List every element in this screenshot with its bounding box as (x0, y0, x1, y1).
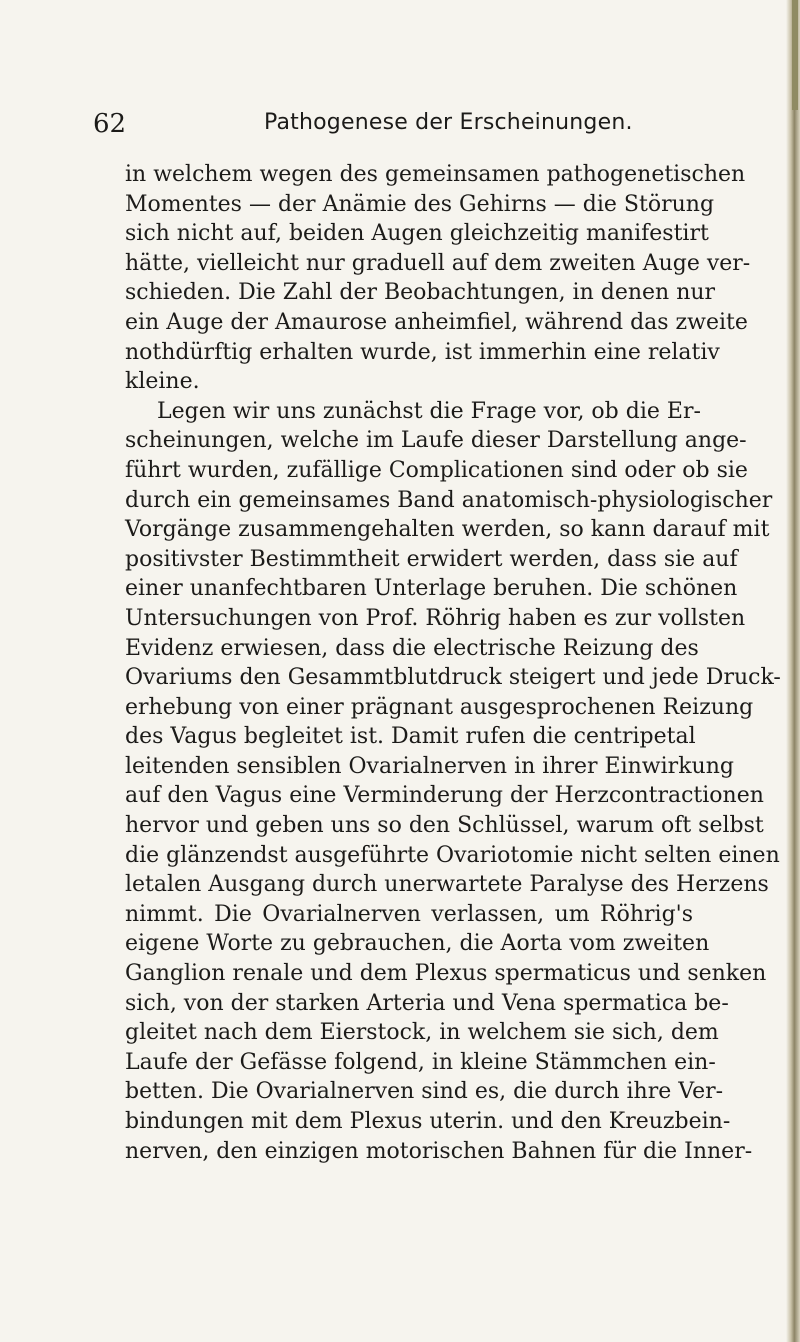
text-line: durch ein gemeinsames Band anatomisch-physiologischer (125, 487, 773, 513)
text-line: ein Auge der Amaurose anheimfiel, während das zweite (125, 309, 748, 335)
text-line: positivster Bestimmtheit erwidert werden, dass sie auf (125, 546, 738, 572)
text-line: Momentes — der Anämie des Gehirns — die Störung (125, 191, 715, 217)
text-line: betten. Die Ovarialnerven sind es, die durch ihre Ver- (125, 1079, 724, 1105)
text-line: in welchem wegen des gemeinsamen pathogenetischen (125, 162, 746, 187)
text-line: eigene Worte zu gebrauchen, die Aorta vom zweiten (125, 931, 710, 957)
text-line: führt wurden, zufällige Complicationen sind oder ob sie (125, 457, 748, 483)
text-line: des Vagus begleitet ist. Damit rufen die centripetal (125, 724, 696, 750)
text-line: auf den Vagus eine Verminderung der Herzcontractionen (125, 783, 764, 809)
text-line: nothdürftig erhalten wurde, ist immerhin eine relativ (125, 339, 720, 365)
text-line: Untersuchungen von Prof. Röhrig haben es zur vollsten (125, 605, 746, 631)
paragraph-end-line: kleine. (125, 369, 200, 395)
text-line: Evidenz erwiesen, dass die electrische Reizung des (125, 635, 699, 661)
text-line: erhebung von einer prägnant ausgesprochenen Reizung (125, 694, 754, 720)
text-line: sich, von der starken Arteria und Vena spermatica be- (125, 990, 729, 1016)
text-line: leitenden sensiblen Ovarialnerven in ihrer Einwirkung (125, 753, 734, 779)
text-line: gleitet nach dem Eierstock, in welchem sie sich, dem (125, 1020, 719, 1046)
paragraph-start-line: Legen wir uns zunächst die Frage vor, ob die Er- (157, 398, 701, 424)
page-edge-stain (792, 0, 798, 110)
body-text (125, 160, 781, 1166)
text-line: Vorgänge zusammengehalten werden, so kann darauf mit (125, 517, 770, 543)
text-line: nimmt. Die Ovarialnerven verlassen, um Röhrig's (125, 901, 693, 927)
text-line: sich nicht auf, beiden Augen gleichzeitig manifestirt (125, 221, 709, 247)
text-line: die glänzendst ausgeführte Ovariotomie nicht selten einen (125, 842, 780, 868)
text-line: scheinungen, welche im Laufe dieser Darstellung ange- (125, 428, 747, 454)
text-line: hervor und geben uns so den Schlüssel, warum oft selbst (125, 813, 764, 839)
text-line: Laufe der Gefässe folgend, in kleine Stämmchen ein- (125, 1049, 716, 1075)
text-line: schieden. Die Zahl der Beobachtungen, in denen nur (125, 280, 716, 306)
page-header (93, 106, 693, 142)
text-line: Ganglion renale und dem Plexus spermaticus und senken (125, 961, 767, 987)
running-title: Pathogenese der Erscheinungen. (264, 110, 633, 135)
text-line: bindungen mit dem Plexus uterin. und den Kreuzbein- (125, 1109, 731, 1134)
text-line: Ovariums den Gesammtblutdruck steigert und jede Druck- (125, 665, 781, 691)
page-edge-shadow (786, 0, 800, 1342)
page-number: 62 (93, 109, 127, 139)
text-line: einer unanfechtbaren Unterlage beruhen. Die schönen (125, 576, 738, 602)
text-line: letalen Ausgang durch unerwartete Paralyse des Herzens (125, 872, 769, 898)
text-line: nerven, den einzigen motorischen Bahnen für die Inner- (125, 1138, 753, 1164)
text-line: hätte, vielleicht nur graduell auf dem zweiten Auge ver- (125, 250, 751, 276)
